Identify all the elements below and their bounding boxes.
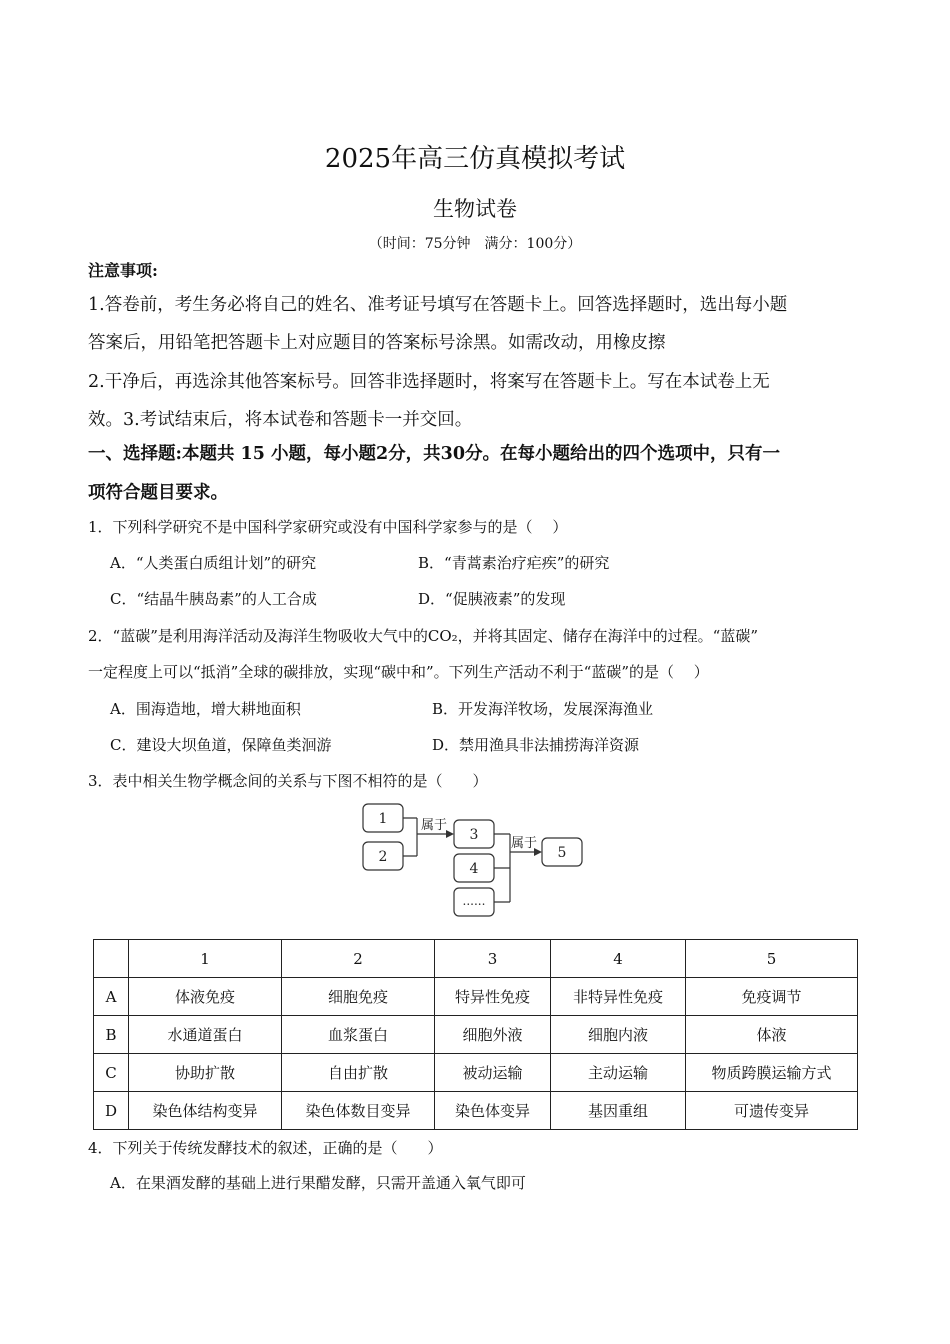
table-row xyxy=(94,1092,858,1130)
notice-line-2: 答案后，用铅笔把答题卡上对应题目的答案标号涂黑。如需改动，用橡皮擦 xyxy=(88,333,666,353)
table-cell: 细胞外液 xyxy=(435,1016,551,1054)
diagram-label-1: 1 xyxy=(378,811,388,827)
table-cell: 染色体变异 xyxy=(435,1092,551,1130)
diagram-label-2: 2 xyxy=(378,849,388,865)
diagram-label-3: 3 xyxy=(469,827,479,843)
q3-stem: 3．表中相关生物学概念间的关系与下图不相符的是（ ） xyxy=(88,772,488,790)
q2-option-a: A．围海造地，增大耕地面积 xyxy=(110,700,301,718)
table-row xyxy=(94,1016,858,1054)
table-cell: 细胞免疫 xyxy=(282,978,435,1016)
table-cell: 可遗传变异 xyxy=(686,1092,858,1130)
table-cell: 基因重组 xyxy=(551,1092,686,1130)
table-cell: C xyxy=(94,1054,129,1092)
q3-table xyxy=(93,939,858,1130)
table-cell: 细胞内液 xyxy=(551,1016,686,1054)
table-header-row xyxy=(94,940,858,978)
table-header-cell: 2 xyxy=(282,940,435,978)
notice-line-3: 2.干净后，再选涂其他答案标号。回答非选择题时，将案写在答题卡上。写在本试卷上无 xyxy=(88,372,770,392)
table-cell: 染色体结构变异 xyxy=(129,1092,282,1130)
table-cell: D xyxy=(94,1092,129,1130)
exam-meta: （时间：75分钟 满分：100分） xyxy=(368,236,582,252)
table-cell: 物质跨膜运输方式 xyxy=(686,1054,858,1092)
concept-relationship-diagram xyxy=(355,798,595,923)
q1-option-c: C．“结晶牛胰岛素”的人工合成 xyxy=(110,590,317,608)
page-subtitle: 生物试卷 xyxy=(433,197,517,221)
table-header-cell: 3 xyxy=(435,940,551,978)
q4-option-a: A．在果酒发酵的基础上进行果醋发酵，只需开盖通入氧气即可 xyxy=(110,1174,526,1192)
notice-line-1: 1.答卷前，考生务必将自己的姓名、准考证号填写在答题卡上。回答选择题时，选出每小题 xyxy=(88,295,788,315)
diagram-label-4: 4 xyxy=(469,861,479,877)
table-cell: 体液 xyxy=(686,1016,858,1054)
q2-option-b: B．开发海洋牧场，发展深海渔业 xyxy=(432,700,654,718)
q2-stem-line-2: 一定程度上可以“抵消”全球的碳排放，实现“碳中和”。下列生产活动不利于“蓝碳”的是（ ） xyxy=(88,663,709,681)
section1-heading-line-2: 项符合题目要求。 xyxy=(88,483,228,503)
q4-stem: 4．下列关于传统发酵技术的叙述，正确的是（ ） xyxy=(88,1139,443,1157)
table-cell: 被动运输 xyxy=(435,1054,551,1092)
table-row xyxy=(94,1054,858,1092)
table-cell: 免疫调节 xyxy=(686,978,858,1016)
table-cell: 特异性免疫 xyxy=(435,978,551,1016)
q2-stem-line-1: 2．“蓝碳”是利用海洋活动及海洋生物吸收大气中的CO₂，并将其固定、储存在海洋中的过程。“蓝碳” xyxy=(88,627,759,645)
diagram-arrow-label-2: 属于 xyxy=(511,836,538,851)
table-header-cell xyxy=(94,940,129,978)
table-cell: 染色体数目变异 xyxy=(282,1092,435,1130)
notice-line-4: 效。3.考试结束后，将本试卷和答题卡一并交回。 xyxy=(88,410,473,430)
table-cell: 主动运输 xyxy=(551,1054,686,1092)
table-cell: 非特异性免疫 xyxy=(551,978,686,1016)
table-row xyxy=(94,978,858,1016)
table-header-cell: 5 xyxy=(686,940,858,978)
table-cell: A xyxy=(94,978,129,1016)
q2-option-d: D．禁用渔具非法捕捞海洋资源 xyxy=(432,736,640,754)
table-cell: 体液免疫 xyxy=(129,978,282,1016)
diagram-label-5: 5 xyxy=(557,845,567,861)
section1-heading-line-1: 一、选择题:本题共 15 小题，每小题2分，共30分。在每小题给出的四个选项中，只有一 xyxy=(88,444,781,464)
q1-stem: 1．下列科学研究不是中国科学家研究或没有中国科学家参与的是（ ） xyxy=(88,518,568,536)
table-cell: 水通道蛋白 xyxy=(129,1016,282,1054)
table-cell: 血浆蛋白 xyxy=(282,1016,435,1054)
q1-option-a: A．“人类蛋白质组计划”的研究 xyxy=(110,554,317,572)
q2-option-c: C．建设大坝鱼道，保障鱼类洄游 xyxy=(110,736,332,754)
table-cell: 协助扩散 xyxy=(129,1054,282,1092)
table-cell: B xyxy=(94,1016,129,1054)
table-header-cell: 1 xyxy=(129,940,282,978)
diagram-arrowhead-1 xyxy=(446,830,454,838)
q1-option-d: D．“促胰液素”的发现 xyxy=(418,590,566,608)
diagram-arrow-label-1: 属于 xyxy=(421,818,448,833)
q1-option-b: B．“青蒿素治疗疟疾”的研究 xyxy=(418,554,610,572)
table-header-cell: 4 xyxy=(551,940,686,978)
table-cell: 自由扩散 xyxy=(282,1054,435,1092)
diagram-label-more: ...... xyxy=(462,894,486,908)
page-title: 2025年高三仿真模拟考试 xyxy=(324,144,626,174)
notice-heading: 注意事项: xyxy=(88,261,158,280)
